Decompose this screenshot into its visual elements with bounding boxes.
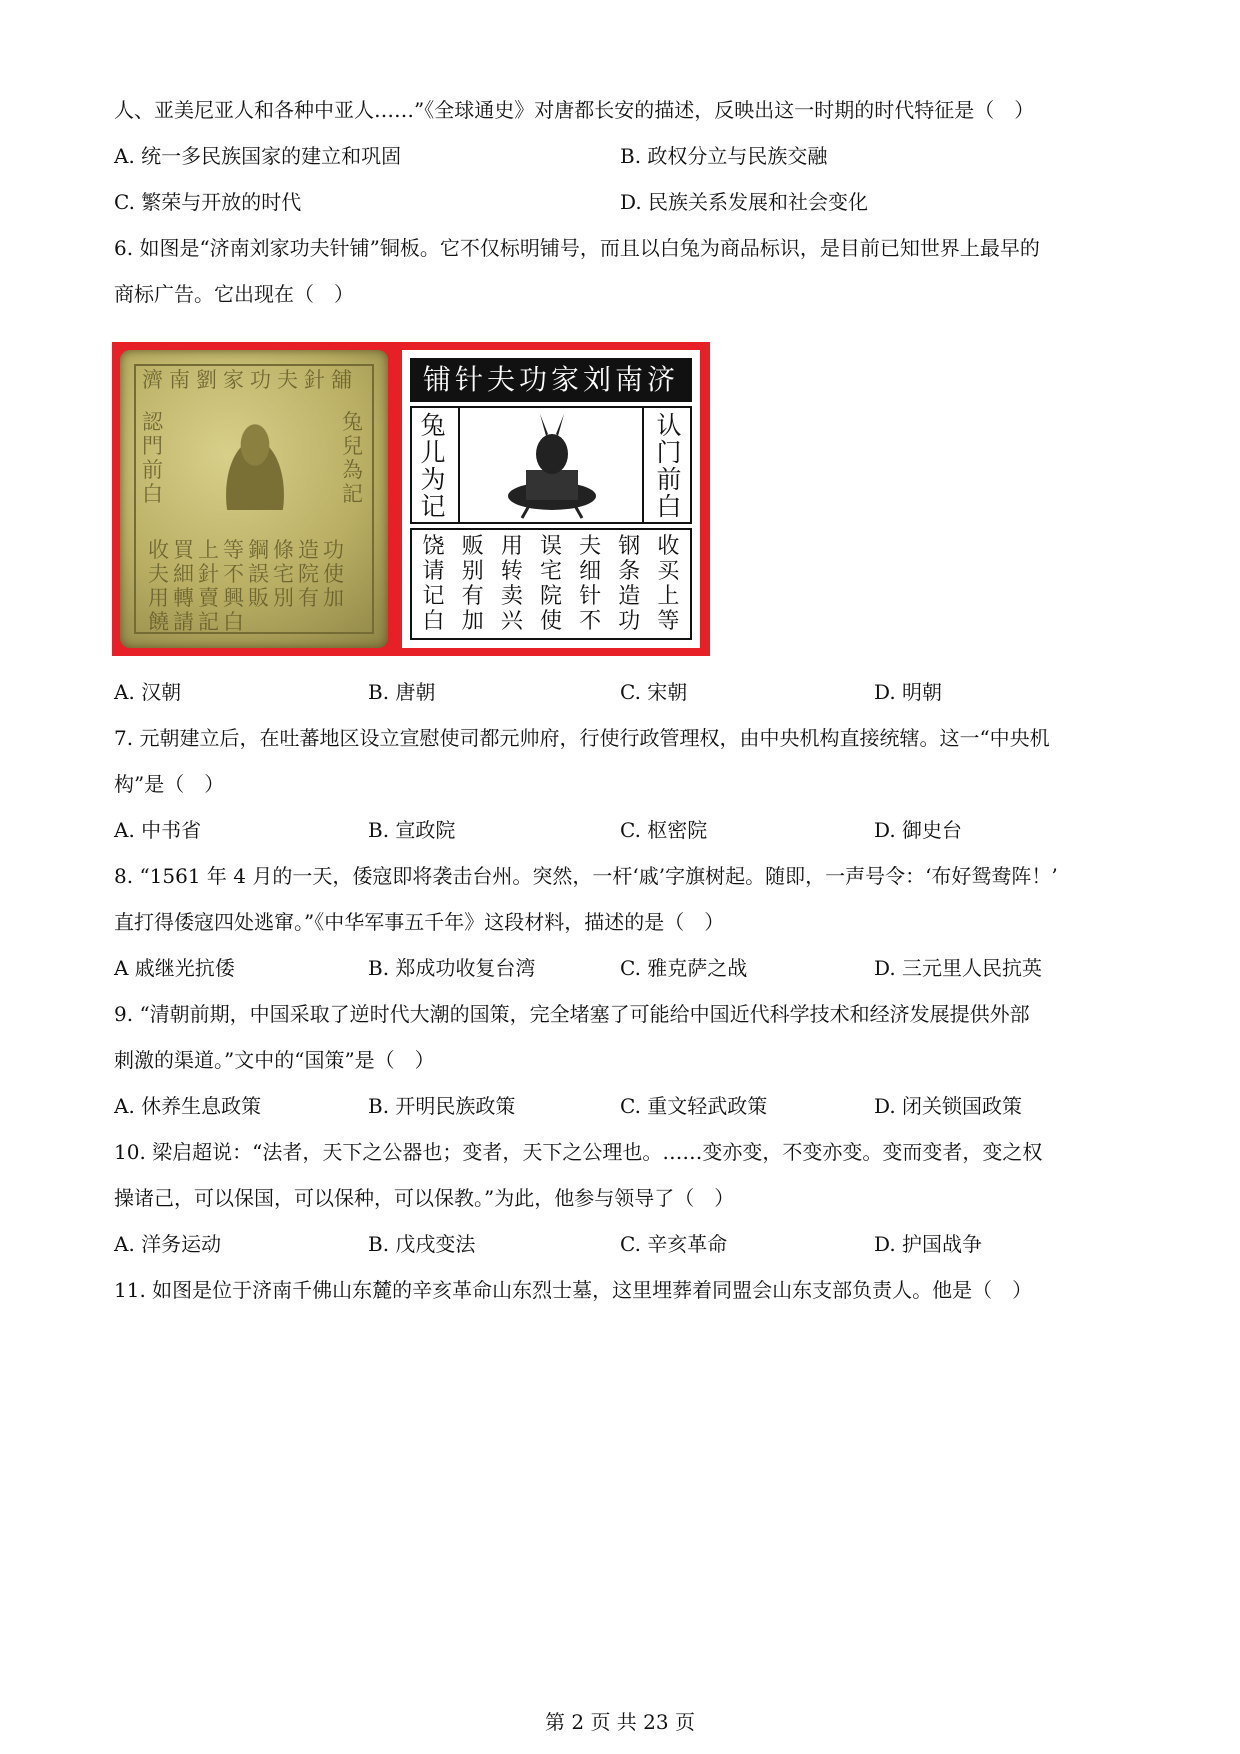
q7-option-d: D. 御史台	[874, 818, 963, 842]
q10-option-d: D. 护国战争	[874, 1232, 983, 1256]
plate-left-inscription: 認門前白	[142, 410, 163, 506]
rabbit-icon	[458, 408, 644, 522]
question-10-stem-cont: 操诸己，可以保国，可以保种，可以保教。”为此，他参与领导了（ ）	[114, 1186, 735, 1210]
panel-bottom-column: 饶请记白	[422, 534, 445, 634]
question-9-stem: 9. “清朝前期，中国采取了逆时代大潮的国策，完全堵塞了可能给中国近代科学技术和经济发展提供外部	[114, 1002, 1030, 1026]
q10-option-a: A. 洋务运动	[114, 1232, 222, 1256]
q9-option-d: D. 闭关锁国政策	[874, 1094, 1023, 1118]
panel-left-column: 兔儿为记	[420, 411, 446, 521]
q8-option-b: B. 郑成功收复台湾	[368, 956, 536, 980]
plate-right-inscription: 兔兒為記	[342, 410, 363, 506]
panel-middle	[410, 406, 692, 524]
q8-option-a: A 戚继光抗倭	[114, 956, 235, 980]
question-9-stem-cont: 刺激的渠道。”文中的“国策”是（ ）	[114, 1048, 435, 1072]
panel-right-column: 认门前白	[656, 411, 682, 521]
q10-option-b: B. 戊戌变法	[368, 1232, 476, 1256]
panel-bottom-column: 夫细针不	[579, 534, 602, 634]
page-footer: 第 2 页 共 23 页	[545, 1710, 695, 1734]
question-7-stem: 7. 元朝建立后，在吐蕃地区设立宣慰使司都元帅府，行使行政管理权，由中央机构直接统辖。这一“中央机	[114, 726, 1050, 750]
question-6-stem-cont: 商标广告。它出现在（ ）	[114, 282, 354, 306]
question-8-stem: 8. “1561 年 4 月的一天，倭寇即将袭击台州。突然，一杆‘戚’字旗树起。随即，一声号令：‘布好鸳鸯阵！’	[114, 864, 1058, 888]
q9-option-c: C. 重文轻武政策	[620, 1094, 768, 1118]
q9-option-b: B. 开明民族政策	[368, 1094, 516, 1118]
question-10-stem: 10. 梁启超说：“法者，天下之公器也；变者，天下之公理也。……变亦变，不变亦变。变而变者，变之权	[114, 1140, 1043, 1164]
panel-bottom-column: 钢条造功	[618, 534, 641, 634]
question-11-stem: 11. 如图是位于济南千佛山东麓的辛亥革命山东烈士墓，这里埋葬着同盟会山东支部负责人。他是（ ）	[114, 1278, 1033, 1302]
panel-bottom	[410, 528, 692, 640]
q5-option-d: D. 民族关系发展和社会变化	[620, 190, 869, 214]
question-8-stem-cont: 直打得倭寇四处逃窜。”《中华军事五千年》这段材料，描述的是（ ）	[114, 910, 725, 934]
q5-option-a: A. 统一多民族国家的建立和巩固	[114, 144, 402, 168]
q8-option-d: D. 三元里人民抗英	[874, 956, 1043, 980]
panel-bottom-column: 误宅院使	[539, 534, 562, 634]
q7-option-b: B. 宣政院	[368, 818, 456, 842]
q7-option-a: A. 中书省	[114, 818, 202, 842]
rabbit-relief-icon	[210, 410, 300, 510]
q8-option-c: C. 雅克萨之战	[620, 956, 748, 980]
q7-option-c: C. 枢密院	[620, 818, 708, 842]
copper-plate-photo	[120, 350, 388, 648]
plate-top-inscription: 濟南劉家功夫針舖	[142, 368, 358, 392]
question-7-stem-cont: 构”是（ ）	[114, 772, 225, 796]
q5-option-c: C. 繁荣与开放的时代	[114, 190, 302, 214]
copper-plate-figure	[112, 342, 710, 656]
panel-header: 济南刘家功夫针铺	[410, 358, 692, 402]
plate-transcription-panel	[402, 350, 700, 648]
plate-bottom-inscription: 收買上等鋼條造功夫細針不誤宅院使用轉賣興販別有加饒請記白	[148, 538, 348, 634]
q10-option-c: C. 辛亥革命	[620, 1232, 728, 1256]
q6-option-a: A. 汉朝	[114, 680, 182, 704]
q6-option-d: D. 明朝	[874, 680, 943, 704]
q6-option-c: C. 宋朝	[620, 680, 688, 704]
question-6-stem: 6. 如图是“济南刘家功夫针铺”铜板。它不仅标明铺号，而且以白兔为商品标识，是目前已知世界上最早的	[114, 236, 1040, 260]
q9-option-a: A. 休养生息政策	[114, 1094, 262, 1118]
question-5-stem-end: 人、亚美尼亚人和各种中亚人……”《全球通史》对唐都长安的描述，反映出这一时期的时代特征是（ ）	[114, 98, 1035, 122]
panel-bottom-column: 收买上等	[657, 534, 680, 634]
q5-option-b: B. 政权分立与民族交融	[620, 144, 828, 168]
panel-bottom-column: 用转卖兴	[500, 534, 523, 634]
panel-bottom-column: 贩别有加	[461, 534, 484, 634]
q6-option-b: B. 唐朝	[368, 680, 436, 704]
